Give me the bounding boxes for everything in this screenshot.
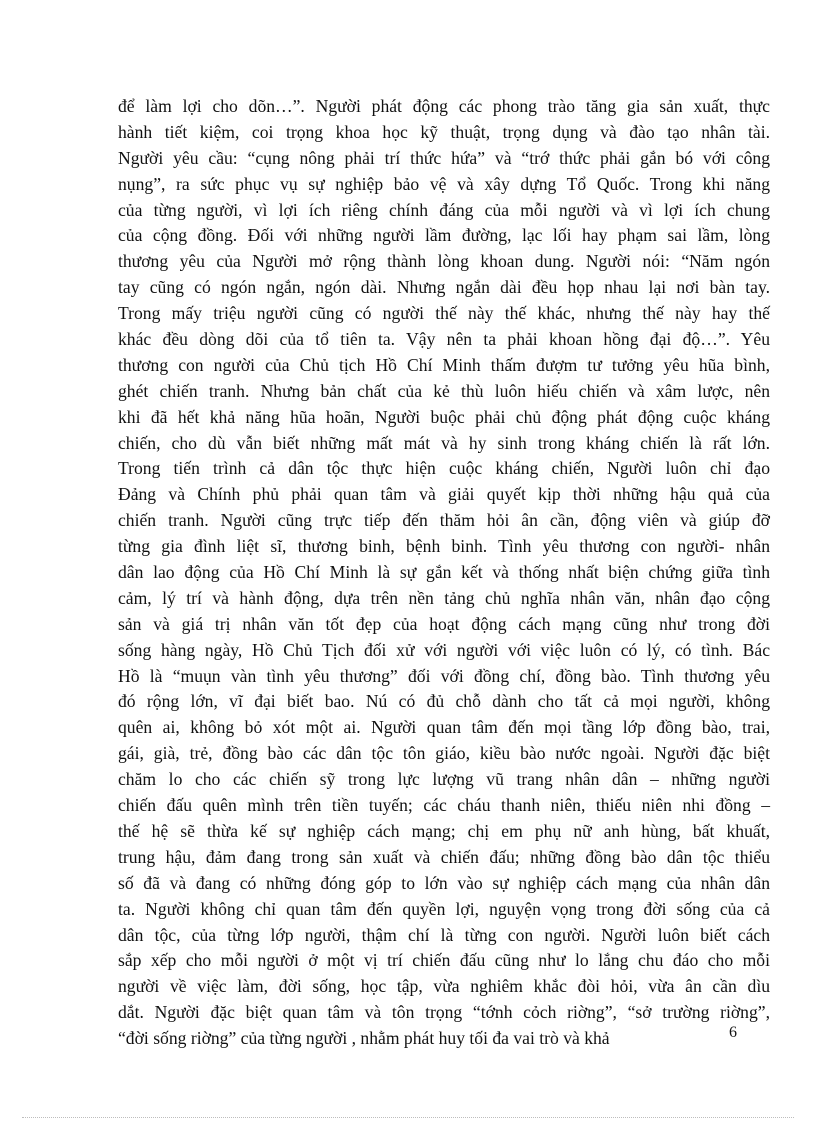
text-line: của cộng đồng. Đối với những người lầm đường, lạc lối hay phạm sai lầm, lòng [118, 225, 770, 246]
text-line: sản và giá trị nhân văn tốt đẹp của hoạt động cách mạng cũng như trong đời [118, 613, 770, 634]
text-line: hành tiết kiệm, coi trọng khoa học kỹ thuật, trọng dụng và đào tạo nhân tài. [118, 121, 770, 142]
text-line: Người yêu cầu: “cụng nông phải trí thức hứa” và “trớ thức phải gắn bó với công [118, 147, 770, 168]
text-line: dắt. Người đặc biệt quan tâm và tôn trọng “tớnh cỏch riờng”, “sở trường riờng”, [118, 1002, 770, 1023]
body-text [118, 94, 770, 1052]
text-line: nụng”, ra sức phục vụ sự nghiệp bảo vệ và xây dựng Tổ Quốc. Trong khi năng [118, 173, 770, 194]
text-line: chăm lo cho các chiến sỹ trong lực lượng vũ trang nhân dân – những người [118, 769, 770, 790]
text-line: ghét chiến tranh. Nhưng bản chất của kẻ thù luôn hiếu chiến và xâm lược, nên [118, 380, 770, 401]
text-line: chiến đấu quên mình trên tiền tuyến; các cháu thanh niên, thiếu niên nhi đồng – [118, 795, 770, 816]
text-line: sắp xếp cho mỗi người ở một vị trí chiến đấu cũng như lo lắng chu đáo cho mỗi [118, 950, 770, 971]
text-line: của từng người, vì lợi ích riêng chính đáng của mỗi người và vì lợi ích chung [118, 199, 770, 220]
text-line: khi đã hết khả năng hũa hoãn, Người buộc phải chủ động phát động cuộc kháng [118, 406, 770, 427]
text-line: khác đều dòng dõi của tổ tiên ta. Vậy nên ta phải khoan hồng đại độ…”. Yêu [118, 329, 770, 350]
text-line: Trong mấy triệu người cũng có người thế này thế khác, nhưng thế này hay thế [118, 303, 770, 324]
text-line: chiến tranh. Người cũng trực tiếp đến thăm hỏi ân cần, động viên và giúp đỡ [118, 510, 770, 531]
text-line: từng gia đình liệt sĩ, thương binh, bệnh binh. Tình yêu thương con người- nhân [118, 536, 770, 557]
text-line: chiến, cho dù vẫn biết những mất mát và hy sinh trong kháng chiến là rất lớn. [118, 432, 770, 453]
text-line: “đời sống riờng” của từng người , nhằm phát huy tối đa vai trò và khả [118, 1028, 610, 1049]
text-line: ta. Người không chỉ quan tâm đến quyền lợi, nguyện vọng trong đời sống của cả [118, 898, 770, 919]
text-line: cảm, lý trí và hành động, dựa trên nền tảng chủ nghĩa nhân văn, nhân đạo cộng [118, 587, 770, 608]
text-line: Trong tiến trình cả dân tộc thực hiện cuộc kháng chiến, Người luôn chỉ đạo [118, 458, 770, 479]
text-line: thương yêu của Người mở rộng thành lòng khoan dung. Người nói: “Năm ngón [118, 251, 770, 272]
text-line: sống hàng ngày, Hồ Chủ Tịch đối xử với người với việc luôn có lý, có tình. Bác [118, 639, 770, 660]
text-line: tay cũng có ngón ngắn, ngón dài. Nhưng ngắn dài đều họp nhau lại nơi bàn tay. [118, 277, 770, 298]
text-line: dân lao động của Hồ Chí Minh là sự gắn kết và thống nhất biện chứng giữa tình [118, 562, 770, 583]
text-line: thương con người của Chủ tịch Hồ Chí Minh thấm đượm tư tưởng yêu hũa bình, [118, 354, 770, 375]
text-line: trung hậu, đảm đang trong sản xuất và chiến đấu; những đồng bào dân tộc thiểu [118, 846, 770, 867]
text-line: để làm lợi cho dõn…”. Người phát động các phong trào tăng gia sản xuất, thực [118, 96, 770, 116]
text-line: đó rộng lớn, vĩ đại biết bao. Nú có đủ chỗ dành cho tất cả mọi người, không [118, 691, 770, 712]
text-line: dân tộc, của từng lớp người, thậm chí là từng con người. Người luôn biết cách [118, 924, 770, 945]
text-line: Đảng và Chính phủ phải quan tâm và giải quyết kịp thời những hậu quả của [118, 484, 770, 505]
footer-divider [22, 1117, 794, 1118]
page-number: 6 [729, 1024, 737, 1041]
text-line: quên ai, không bỏ xót một ai. Người quan tâm đến mọi tầng lớp đồng bào, trai, [118, 717, 770, 738]
text-line: gái, già, trẻ, đồng bào các dân tộc tôn giáo, kiều bào nước ngoài. Người đặc biệt [118, 743, 770, 764]
text-line: số đã và đang có những đóng góp to lớn vào sự nghiệp cách mạng của nhân dân [118, 872, 770, 893]
text-line: Hồ là “muụn vàn tình yêu thương” đối với đồng chí, đồng bào. Tình thương yêu [118, 665, 770, 686]
text-line: người về việc làm, đời sống, học tập, vừa nghiêm khắc đòi hỏi, vừa ân cần dìu [118, 976, 770, 997]
text-line: thế hệ sẽ thừa kế sự nghiệp cách mạng; chị em phụ nữ anh hùng, bất khuất, [118, 820, 770, 841]
